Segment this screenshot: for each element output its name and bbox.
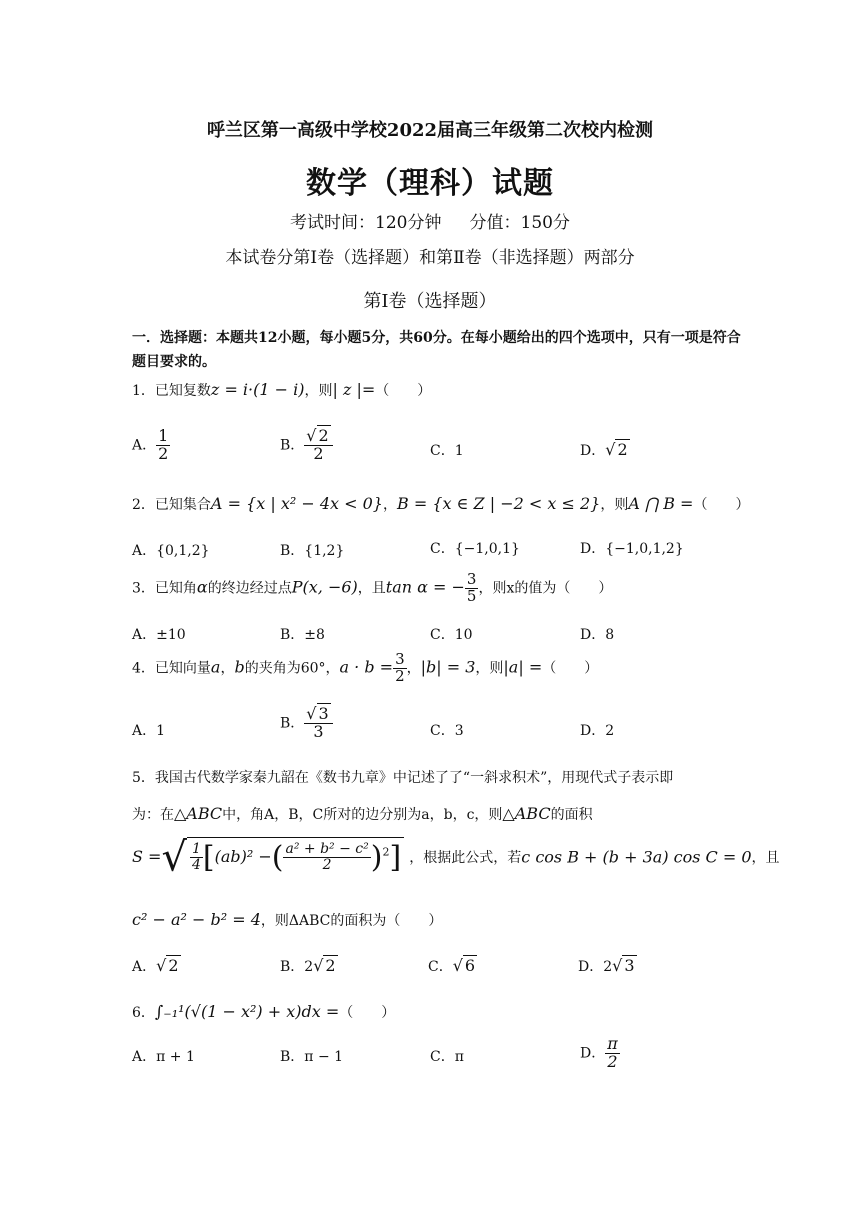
question-3-stem: 3．已知角α的终边经过点P(x, −6)，且tan α = − $\frac{3}{5}$ ，则x的值为（ ） xyxy=(132,570,613,605)
question-3-option-d: D．8 xyxy=(580,627,615,643)
question-6-option-c: C．π xyxy=(430,1049,464,1065)
question-4-option-c: C．3 xyxy=(430,723,464,739)
question-1-option-d: D．√ 2 xyxy=(580,440,628,459)
question-4-option-d: D．2 xyxy=(580,723,615,739)
exam-score: 分值：150分 xyxy=(469,213,570,233)
question-2-option-b: B．{1,2} xyxy=(280,543,345,559)
exam-description: 本试卷分第Ⅰ卷（选择题）和第Ⅱ卷（非选择题）两部分 xyxy=(225,248,635,268)
question-6-option-d: D． $\frac{\pi}{2}$ xyxy=(580,1034,618,1071)
question-5-option-a: A．√ 2 xyxy=(132,956,179,975)
question-4-option-b: B． $\frac{√ 3}{3}$ xyxy=(280,706,333,741)
question-3-option-b: B．±8 xyxy=(280,627,325,643)
question-3-option-a: A．±10 xyxy=(132,627,186,643)
question-4-stem: 4．已知向量a，b的夹角为60°，a · b = $\frac{3}{2}$ ，|b| = 3，则|a| =（ ） xyxy=(132,650,599,685)
section-heading: 一．选择题：本题共12小题，每小题5分，共60分。在每小题给出的四个选项中，只有一项是符合题目要求的。 xyxy=(132,330,741,370)
question-5-formula-line: S =√ $\frac{1}{4}$ [(ab)² −( $\frac{\text{a² + b² − c²}}{2}$ )$^2$] ，根据此公式，若c cos B + (b + 3a) cos C = 0，且 xyxy=(132,834,780,880)
school-title: 呼兰区第一高级中学校2022届高三年级第二次校内检测 xyxy=(206,120,654,141)
question-1-option-b: B． $\frac{√ 2}{2}$ xyxy=(280,428,333,463)
exam-info xyxy=(0,208,860,233)
question-5-option-b: B．2√ 2 xyxy=(280,956,336,975)
heron-formula: S =√ $\frac{1}{4}$ [(ab)² −( $\frac{\text{a² + b² − c²}}{2}$ )$^2$] xyxy=(132,847,409,866)
question-6-option-a: A．π + 1 xyxy=(132,1049,195,1065)
question-1-stem: 1．已知复数z = i·(1 − i)，则| z |=（ ） xyxy=(132,380,432,399)
question-4-option-a: A．1 xyxy=(132,723,166,739)
question-2-option-d: D．{−1,0,1,2} xyxy=(580,541,684,557)
question-2-stem: 2．已知集合A = {x | x² − 4x < 0}，B = {x ∈ Z | −2 < x ≤ 2}，则A ⋂ B =（ ） xyxy=(132,494,750,513)
question-2-option-a: A．{0,1,2} xyxy=(132,543,210,559)
exam-time: 考试时间：120分钟 xyxy=(290,213,442,233)
question-5-line-2: 为：在△ABC中，角A，B，C所对的边分别为a，b，c，则△ABC的面积 xyxy=(132,804,593,823)
question-3-option-c: C．10 xyxy=(430,627,473,643)
question-5-option-d: D．2√ 3 xyxy=(578,956,635,975)
question-2-option-c: C．{−1,0,1} xyxy=(430,541,520,557)
question-5-line-1: 5．我国古代数学家秦九韶在《数书九章》中记述了了“一斜求积术”，用现代式子表示即 xyxy=(132,770,674,786)
question-5-line-4: c² − a² − b² = 4，则ΔABC的面积为（ ） xyxy=(132,910,443,929)
question-6-option-b: B．π − 1 xyxy=(280,1049,344,1065)
question-6-stem: 6．∫₋₁¹(√(1 − x²) + x)dx =（ ） xyxy=(132,1002,396,1021)
exam-title: 数学（理科）试题 xyxy=(306,166,554,201)
question-1-option-c: C．1 xyxy=(430,443,464,459)
part-heading: 第Ⅰ卷（选择题） xyxy=(363,291,497,312)
question-1-option-a: A． $\frac{1}{2}$ xyxy=(132,426,169,463)
question-5-option-c: C．√ 6 xyxy=(428,956,476,975)
